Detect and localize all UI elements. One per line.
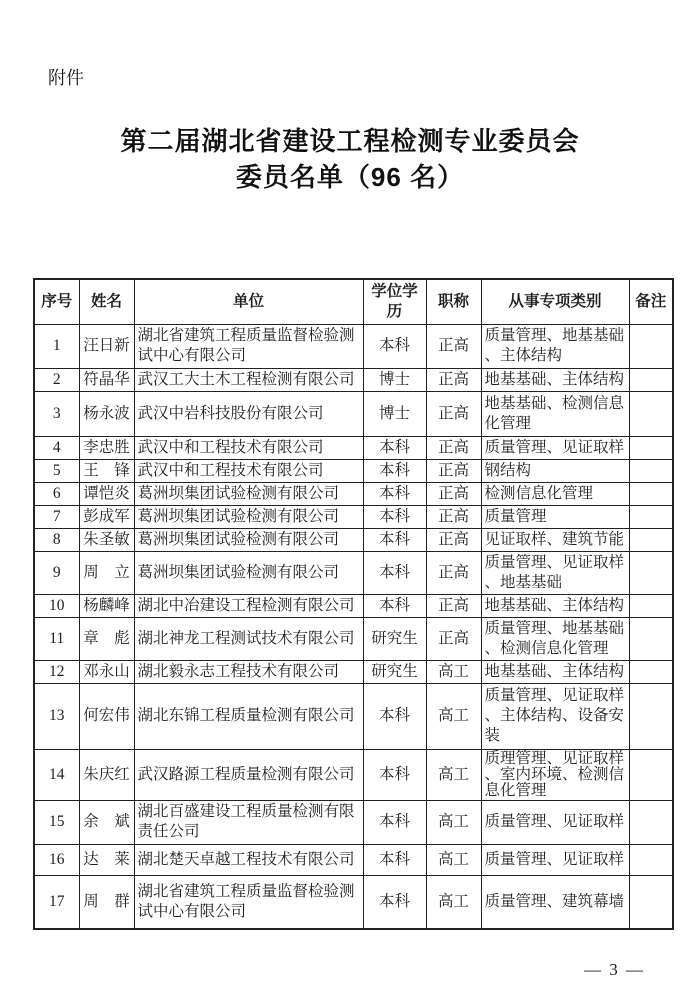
cell-number: 1	[34, 324, 79, 368]
cell-specialty: 质量管理、见证取样	[481, 844, 629, 875]
cell-remark	[629, 324, 673, 368]
cell-remark	[629, 875, 673, 929]
cell-degree: 本科	[363, 683, 426, 749]
table-body	[34, 324, 673, 929]
cell-title: 正高	[426, 459, 481, 482]
table-row	[34, 324, 673, 368]
cell-degree: 研究生	[363, 660, 426, 683]
cell-name: 杨永波	[79, 391, 134, 436]
cell-name: 何宏伟	[79, 683, 134, 749]
cell-remark	[629, 436, 673, 459]
cell-unit: 武汉中和工程技术有限公司	[134, 459, 363, 482]
cell-unit: 湖北毅永志工程技术有限公司	[134, 660, 363, 683]
cell-remark	[629, 617, 673, 660]
cell-remark	[629, 551, 673, 594]
col-header-number: 序号	[34, 279, 79, 324]
title-line-1: 第二届湖北省建设工程检测专业委员会	[120, 126, 580, 156]
cell-number: 10	[34, 594, 79, 617]
table-row	[34, 875, 673, 929]
cell-degree: 本科	[363, 459, 426, 482]
title-line-2: 委员名单（96 名）	[235, 162, 465, 192]
cell-remark	[629, 368, 673, 391]
cell-specialty: 质量管理、见证取样、地基基础	[481, 551, 629, 594]
cell-unit: 湖北东锦工程质量检测有限公司	[134, 683, 363, 749]
cell-title: 高工	[426, 683, 481, 749]
col-header-degree: 学位学历	[363, 279, 426, 324]
cell-unit: 武汉中岩科技股份有限公司	[134, 391, 363, 436]
cell-degree: 本科	[363, 875, 426, 929]
cell-unit: 葛洲坝集团试验检测有限公司	[134, 551, 363, 594]
cell-name: 彭成军	[79, 505, 134, 528]
cell-number: 14	[34, 749, 79, 800]
cell-specialty: 质量管理、建筑幕墙	[481, 875, 629, 929]
cell-degree: 本科	[363, 324, 426, 368]
cell-specialty: 地基基础、主体结构	[481, 594, 629, 617]
col-header-name: 姓名	[79, 279, 134, 324]
cell-name: 符晶华	[79, 368, 134, 391]
cell-title: 正高	[426, 436, 481, 459]
cell-unit: 武汉路源工程质量检测有限公司	[134, 749, 363, 800]
cell-specialty: 质量管理、地基基础、主体结构	[481, 324, 629, 368]
cell-degree: 本科	[363, 551, 426, 594]
cell-specialty: 检测信息化管理	[481, 482, 629, 505]
cell-number: 11	[34, 617, 79, 660]
cell-title: 正高	[426, 505, 481, 528]
cell-number: 7	[34, 505, 79, 528]
cell-number: 12	[34, 660, 79, 683]
cell-degree: 本科	[363, 482, 426, 505]
cell-unit: 湖北百盛建设工程质量检测有限责任公司	[134, 800, 363, 844]
table-row	[34, 844, 673, 875]
cell-unit: 武汉中和工程技术有限公司	[134, 436, 363, 459]
cell-remark	[629, 505, 673, 528]
cell-number: 8	[34, 528, 79, 551]
table-row	[34, 528, 673, 551]
cell-name: 章 彪	[79, 617, 134, 660]
cell-name: 汪日新	[79, 324, 134, 368]
cell-name: 周 立	[79, 551, 134, 594]
cell-title: 高工	[426, 844, 481, 875]
col-header-remark: 备注	[629, 279, 673, 324]
table-row	[34, 660, 673, 683]
cell-remark	[629, 844, 673, 875]
cell-degree: 研究生	[363, 617, 426, 660]
cell-degree: 博士	[363, 368, 426, 391]
page-number: — 3 —	[584, 960, 645, 979]
table-row	[34, 683, 673, 749]
cell-title: 正高	[426, 528, 481, 551]
cell-remark	[629, 482, 673, 505]
cell-remark	[629, 800, 673, 844]
cell-unit: 湖北省建筑工程质量监督检验测试中心有限公司	[134, 875, 363, 929]
cell-number: 9	[34, 551, 79, 594]
table-row	[34, 551, 673, 594]
cell-remark	[629, 660, 673, 683]
document-title	[0, 123, 700, 195]
cell-name: 周 群	[79, 875, 134, 929]
cell-number: 6	[34, 482, 79, 505]
cell-remark	[629, 391, 673, 436]
cell-specialty: 质量管理、见证取样	[481, 436, 629, 459]
cell-specialty: 地基基础、检测信息化管理	[481, 391, 629, 436]
cell-degree: 本科	[363, 505, 426, 528]
table-row	[34, 368, 673, 391]
cell-degree: 本科	[363, 436, 426, 459]
cell-number: 4	[34, 436, 79, 459]
table-row	[34, 482, 673, 505]
cell-remark	[629, 459, 673, 482]
cell-title: 高工	[426, 660, 481, 683]
cell-specialty: 质量管理	[481, 505, 629, 528]
cell-degree: 本科	[363, 749, 426, 800]
cell-name: 邓永山	[79, 660, 134, 683]
cell-unit: 葛洲坝集团试验检测有限公司	[134, 528, 363, 551]
cell-specialty: 质量管理、见证取样	[481, 800, 629, 844]
table-row	[34, 459, 673, 482]
col-header-unit: 单位	[134, 279, 363, 324]
table-row	[34, 617, 673, 660]
cell-title: 正高	[426, 368, 481, 391]
cell-unit: 葛洲坝集团试验检测有限公司	[134, 482, 363, 505]
cell-specialty: 见证取样、建筑节能	[481, 528, 629, 551]
cell-unit: 湖北神龙工程测试技术有限公司	[134, 617, 363, 660]
cell-title: 正高	[426, 594, 481, 617]
cell-number: 5	[34, 459, 79, 482]
table-row	[34, 594, 673, 617]
attachment-label: 附件	[48, 68, 84, 88]
col-header-specialty: 从事专项类别	[481, 279, 629, 324]
cell-number: 2	[34, 368, 79, 391]
table-row	[34, 391, 673, 436]
cell-degree: 本科	[363, 844, 426, 875]
table-row	[34, 505, 673, 528]
cell-specialty: 钢结构	[481, 459, 629, 482]
cell-title: 高工	[426, 749, 481, 800]
cell-title: 正高	[426, 551, 481, 594]
cell-name: 达 莱	[79, 844, 134, 875]
cell-remark	[629, 683, 673, 749]
cell-title: 正高	[426, 391, 481, 436]
cell-degree: 本科	[363, 594, 426, 617]
committee-member-table	[33, 278, 674, 930]
cell-remark	[629, 749, 673, 800]
cell-unit: 湖北省建筑工程质量监督检验测试中心有限公司	[134, 324, 363, 368]
cell-name: 杨麟峰	[79, 594, 134, 617]
cell-name: 朱圣敏	[79, 528, 134, 551]
cell-name: 余 斌	[79, 800, 134, 844]
cell-specialty: 地基基础、主体结构	[481, 368, 629, 391]
cell-number: 13	[34, 683, 79, 749]
cell-specialty: 质量管理、见证取样、主体结构、设备安装	[481, 683, 629, 749]
cell-degree: 本科	[363, 528, 426, 551]
cell-number: 16	[34, 844, 79, 875]
cell-number: 17	[34, 875, 79, 929]
table-row	[34, 749, 673, 800]
cell-degree: 博士	[363, 391, 426, 436]
cell-specialty: 地基基础、主体结构	[481, 660, 629, 683]
table-row	[34, 800, 673, 844]
cell-unit: 武汉工大土木工程检测有限公司	[134, 368, 363, 391]
cell-title: 高工	[426, 800, 481, 844]
cell-number: 15	[34, 800, 79, 844]
col-header-title: 职称	[426, 279, 481, 324]
cell-name: 谭恺炎	[79, 482, 134, 505]
cell-remark	[629, 594, 673, 617]
table-header-row	[34, 279, 673, 324]
cell-unit: 湖北楚天卓越工程技术有限公司	[134, 844, 363, 875]
cell-unit: 葛洲坝集团试验检测有限公司	[134, 505, 363, 528]
cell-specialty: 质理管理、见证取样、室内环境、检测信息化管理	[481, 749, 629, 800]
cell-specialty: 质量管理、地基基础、检测信息化管理	[481, 617, 629, 660]
cell-title: 正高	[426, 617, 481, 660]
cell-title: 正高	[426, 482, 481, 505]
cell-title: 高工	[426, 875, 481, 929]
cell-title: 正高	[426, 324, 481, 368]
table-row	[34, 436, 673, 459]
cell-name: 李忠胜	[79, 436, 134, 459]
cell-name: 朱庆红	[79, 749, 134, 800]
cell-degree: 本科	[363, 800, 426, 844]
cell-name: 王 锋	[79, 459, 134, 482]
cell-unit: 湖北中冶建设工程检测有限公司	[134, 594, 363, 617]
cell-number: 3	[34, 391, 79, 436]
cell-remark	[629, 528, 673, 551]
